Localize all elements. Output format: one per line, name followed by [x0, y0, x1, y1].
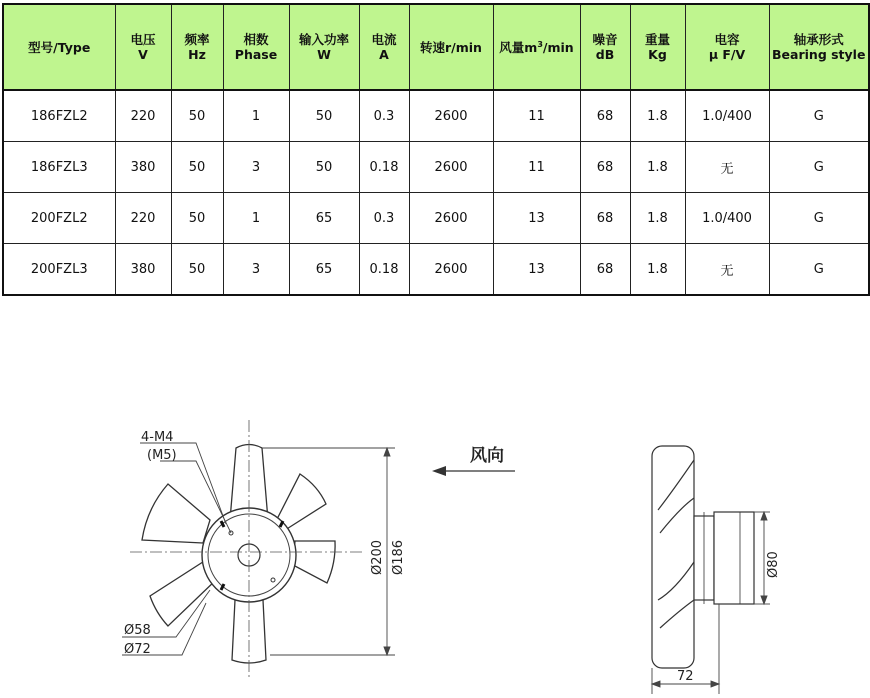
airflow-direction-label: 风向	[470, 446, 504, 466]
header-bearing: 轴承形式 Bearing style	[769, 4, 869, 90]
fan-side-view	[652, 446, 754, 668]
header-input-power: 输入功率 W	[289, 4, 359, 90]
cell-noise: 68	[580, 90, 630, 142]
header-frequency: 频率 Hz	[171, 4, 223, 90]
cell-phase: 3	[223, 244, 289, 296]
cell-speed: 2600	[409, 142, 493, 193]
cell-frequency: 50	[171, 142, 223, 193]
cell-speed: 2600	[409, 193, 493, 244]
cell-current: 0.3	[359, 193, 409, 244]
cell-airflow: 11	[493, 142, 580, 193]
cell-type: 200FZL2	[3, 193, 115, 244]
cell-noise: 68	[580, 193, 630, 244]
cell-voltage: 380	[115, 244, 171, 296]
fan-diameter-186-label: Ø186	[391, 539, 406, 575]
header-capacitor: 电容 μ F/V	[685, 4, 769, 90]
hub-diameter-72-label: Ø72	[124, 642, 151, 657]
cell-type: 186FZL2	[3, 90, 115, 142]
cell-capacitor: 1.0/400	[685, 193, 769, 244]
cell-capacitor: 1.0/400	[685, 90, 769, 142]
cell-phase: 1	[223, 90, 289, 142]
cell-weight: 1.8	[630, 142, 685, 193]
hole-spec-alt-label: (M5)	[147, 448, 177, 463]
cell-input-power: 50	[289, 90, 359, 142]
cell-noise: 68	[580, 142, 630, 193]
cell-weight: 1.8	[630, 90, 685, 142]
cell-capacitor: 无	[685, 142, 769, 193]
fan-blade	[293, 541, 335, 583]
cell-type: 200FZL3	[3, 244, 115, 296]
cell-bearing: G	[769, 244, 869, 296]
cell-phase: 1	[223, 193, 289, 244]
cell-frequency: 50	[171, 90, 223, 142]
header-type: 型号/Type	[3, 4, 115, 90]
header-weight: 重量 Kg	[630, 4, 685, 90]
cell-bearing: G	[769, 142, 869, 193]
airflow-arrow-head	[432, 466, 446, 476]
header-voltage: 电压 V	[115, 4, 171, 90]
airflow-indicator	[432, 445, 515, 476]
side-blade-body	[652, 446, 694, 668]
cell-type: 186FZL3	[3, 142, 115, 193]
cell-frequency: 50	[171, 244, 223, 296]
header-airflow: 风量$m^3/\min$	[493, 4, 580, 90]
cell-input-power: 50	[289, 142, 359, 193]
cell-voltage: 220	[115, 90, 171, 142]
cell-capacitor: 无	[685, 244, 769, 296]
hole-spec-label: 4-M4	[141, 430, 174, 445]
cell-input-power: 65	[289, 244, 359, 296]
cell-weight: 1.8	[630, 193, 685, 244]
cell-airflow: 13	[493, 193, 580, 244]
cell-airflow: 11	[493, 90, 580, 142]
cell-voltage: 220	[115, 193, 171, 244]
header-current: 电流 A	[359, 4, 409, 90]
cell-weight: 1.8	[630, 244, 685, 296]
fan-front-view	[122, 420, 406, 680]
fan-blade	[142, 484, 210, 543]
cell-phase: 3	[223, 142, 289, 193]
cell-current: 0.18	[359, 142, 409, 193]
cell-frequency: 50	[171, 193, 223, 244]
cell-input-power: 65	[289, 193, 359, 244]
motor-diameter-80-label: Ø80	[766, 551, 781, 578]
cell-current: 0.3	[359, 90, 409, 142]
cell-airflow: 13	[493, 244, 580, 296]
cell-bearing: G	[769, 193, 869, 244]
cell-bearing: G	[769, 90, 869, 142]
side-motor	[714, 512, 754, 604]
header-speed: 转速r/min	[409, 4, 493, 90]
cell-speed: 2600	[409, 90, 493, 142]
cell-noise: 68	[580, 244, 630, 296]
cell-current: 0.18	[359, 244, 409, 296]
header-noise: 噪音 dB	[580, 4, 630, 90]
fan-diameter-200-label: Ø200	[370, 539, 385, 575]
hub-diameter-58-label: Ø58	[124, 623, 151, 638]
header-phase: 相数 Phase	[223, 4, 289, 90]
fan-width-72-label: 72	[677, 669, 694, 684]
cell-voltage: 380	[115, 142, 171, 193]
cell-speed: 2600	[409, 244, 493, 296]
